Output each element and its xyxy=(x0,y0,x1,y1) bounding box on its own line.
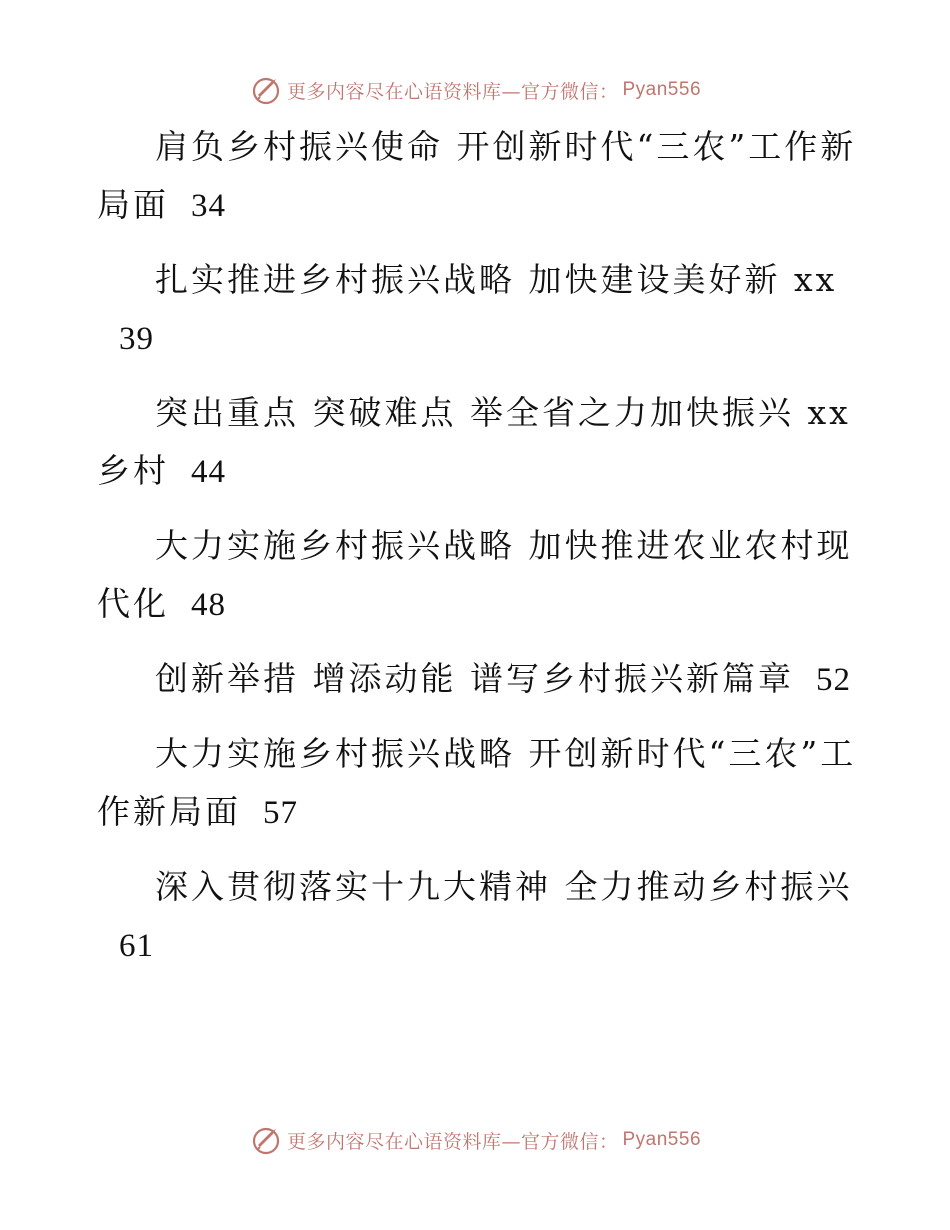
toc-entry-title: 扎实推进乡村振兴战略 加快建设美好新 xx xyxy=(155,260,838,299)
toc-entry-page: 44 xyxy=(191,454,226,490)
table-of-contents xyxy=(97,118,857,991)
toc-entry-title: 大力实施乡村振兴战略 加快推进农业农村现代化 xyxy=(97,526,853,623)
toc-entry xyxy=(97,384,857,501)
toc-entry-page: 61 xyxy=(119,928,154,964)
toc-entry-page: 34 xyxy=(191,188,226,224)
toc-entry xyxy=(97,118,857,235)
watermark-text: 更多内容尽在心语资料库—官方微信： xyxy=(286,1130,619,1153)
toc-entry xyxy=(97,251,857,368)
toc-entry-page: 57 xyxy=(263,795,298,831)
toc-entry-page: 39 xyxy=(119,321,154,357)
quill-seal-icon xyxy=(249,1123,283,1157)
toc-entry-title: 肩负乡村振兴使命 开创新时代“三农”工作新局面 xyxy=(97,127,857,224)
watermark-wechat-id: Pyan556 xyxy=(622,79,702,100)
toc-entry xyxy=(97,517,857,634)
header-watermark xyxy=(0,70,950,110)
toc-entry-title: 大力实施乡村振兴战略 开创新时代“三农”工作新局面 xyxy=(97,734,857,831)
toc-entry-page: 48 xyxy=(191,587,226,623)
toc-entry-page: 52 xyxy=(815,662,851,698)
toc-entry-title: 创新举措 增添动能 谱写乡村振兴新篇章 xyxy=(155,659,794,698)
toc-entry-title: 突出重点 突破难点 举全省之力加快振兴 xx 乡村 xyxy=(97,393,851,490)
watermark-text: 更多内容尽在心语资料库—官方微信： xyxy=(286,80,619,103)
footer-watermark xyxy=(0,1120,950,1160)
toc-entry xyxy=(97,650,857,709)
watermark-wechat-id: Pyan556 xyxy=(622,1129,702,1150)
toc-entry-title: 深入贯彻落实十九大精神 全力推动乡村振兴 xyxy=(155,867,853,906)
quill-seal-icon xyxy=(249,73,283,107)
toc-entry xyxy=(97,725,857,842)
toc-entry xyxy=(97,858,857,975)
